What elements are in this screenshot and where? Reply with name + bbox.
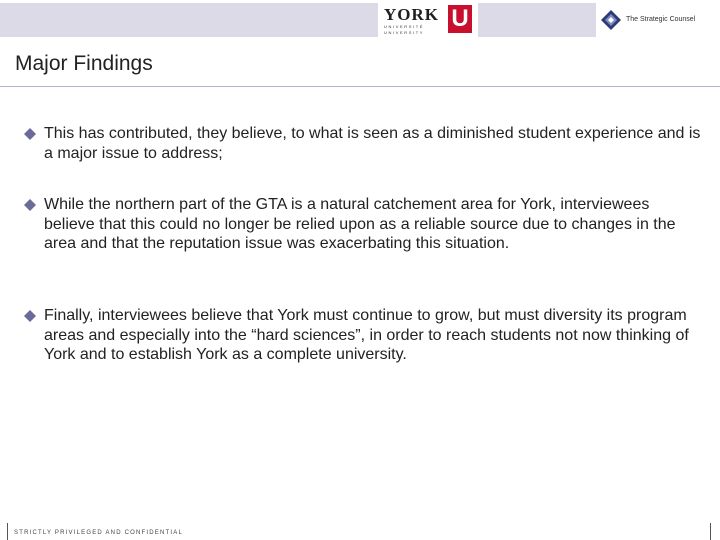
strategic-counsel-name: The Strategic Counsel <box>626 16 696 23</box>
footer-rule-right <box>710 523 711 540</box>
diamond-bullet-icon <box>22 126 38 142</box>
bullet-text-1: This has contributed, they believe, to what is seen as a diminished student experience and is a major issue to address; <box>44 125 701 162</box>
strategic-counsel-logo <box>596 3 720 37</box>
bullet-text-3: Finally, interviewees believe that York must continue to grow, but must diversity its program areas and especially into the “hard sciences”, in order to reach students not now thinking of York and to establish York as a complete university. <box>44 307 689 363</box>
strategic-counsel-mark-icon <box>600 9 622 31</box>
diamond-bullet-icon <box>22 197 38 213</box>
bullet-item-3 <box>22 306 702 365</box>
bullet-item-1 <box>22 124 702 163</box>
bullet-text-2: While the northern part of the GTA is a natural catchement area for York, interviewees believe that this could no longer be relied upon as a reliable source due to changes in the area and that the reputation issue was exacerbating this situation. <box>44 196 676 252</box>
footer-rule-left <box>7 523 8 540</box>
diamond-bullet-icon <box>22 308 38 324</box>
york-logo-word: YORK <box>384 5 439 24</box>
york-logo-subtitle-en: UNIVERSITY <box>384 30 425 35</box>
bullet-item-2 <box>22 195 702 254</box>
title-divider <box>0 86 720 87</box>
york-university-logo <box>378 3 478 37</box>
york-u-mark: U <box>448 5 472 33</box>
confidentiality-notice: STRICTLY PRIVILEGED AND CONFIDENTIAL <box>14 530 184 536</box>
york-logo-subtitle-fr: UNIVERSITÉ <box>384 24 425 29</box>
slide-title: Major Findings <box>15 52 153 75</box>
